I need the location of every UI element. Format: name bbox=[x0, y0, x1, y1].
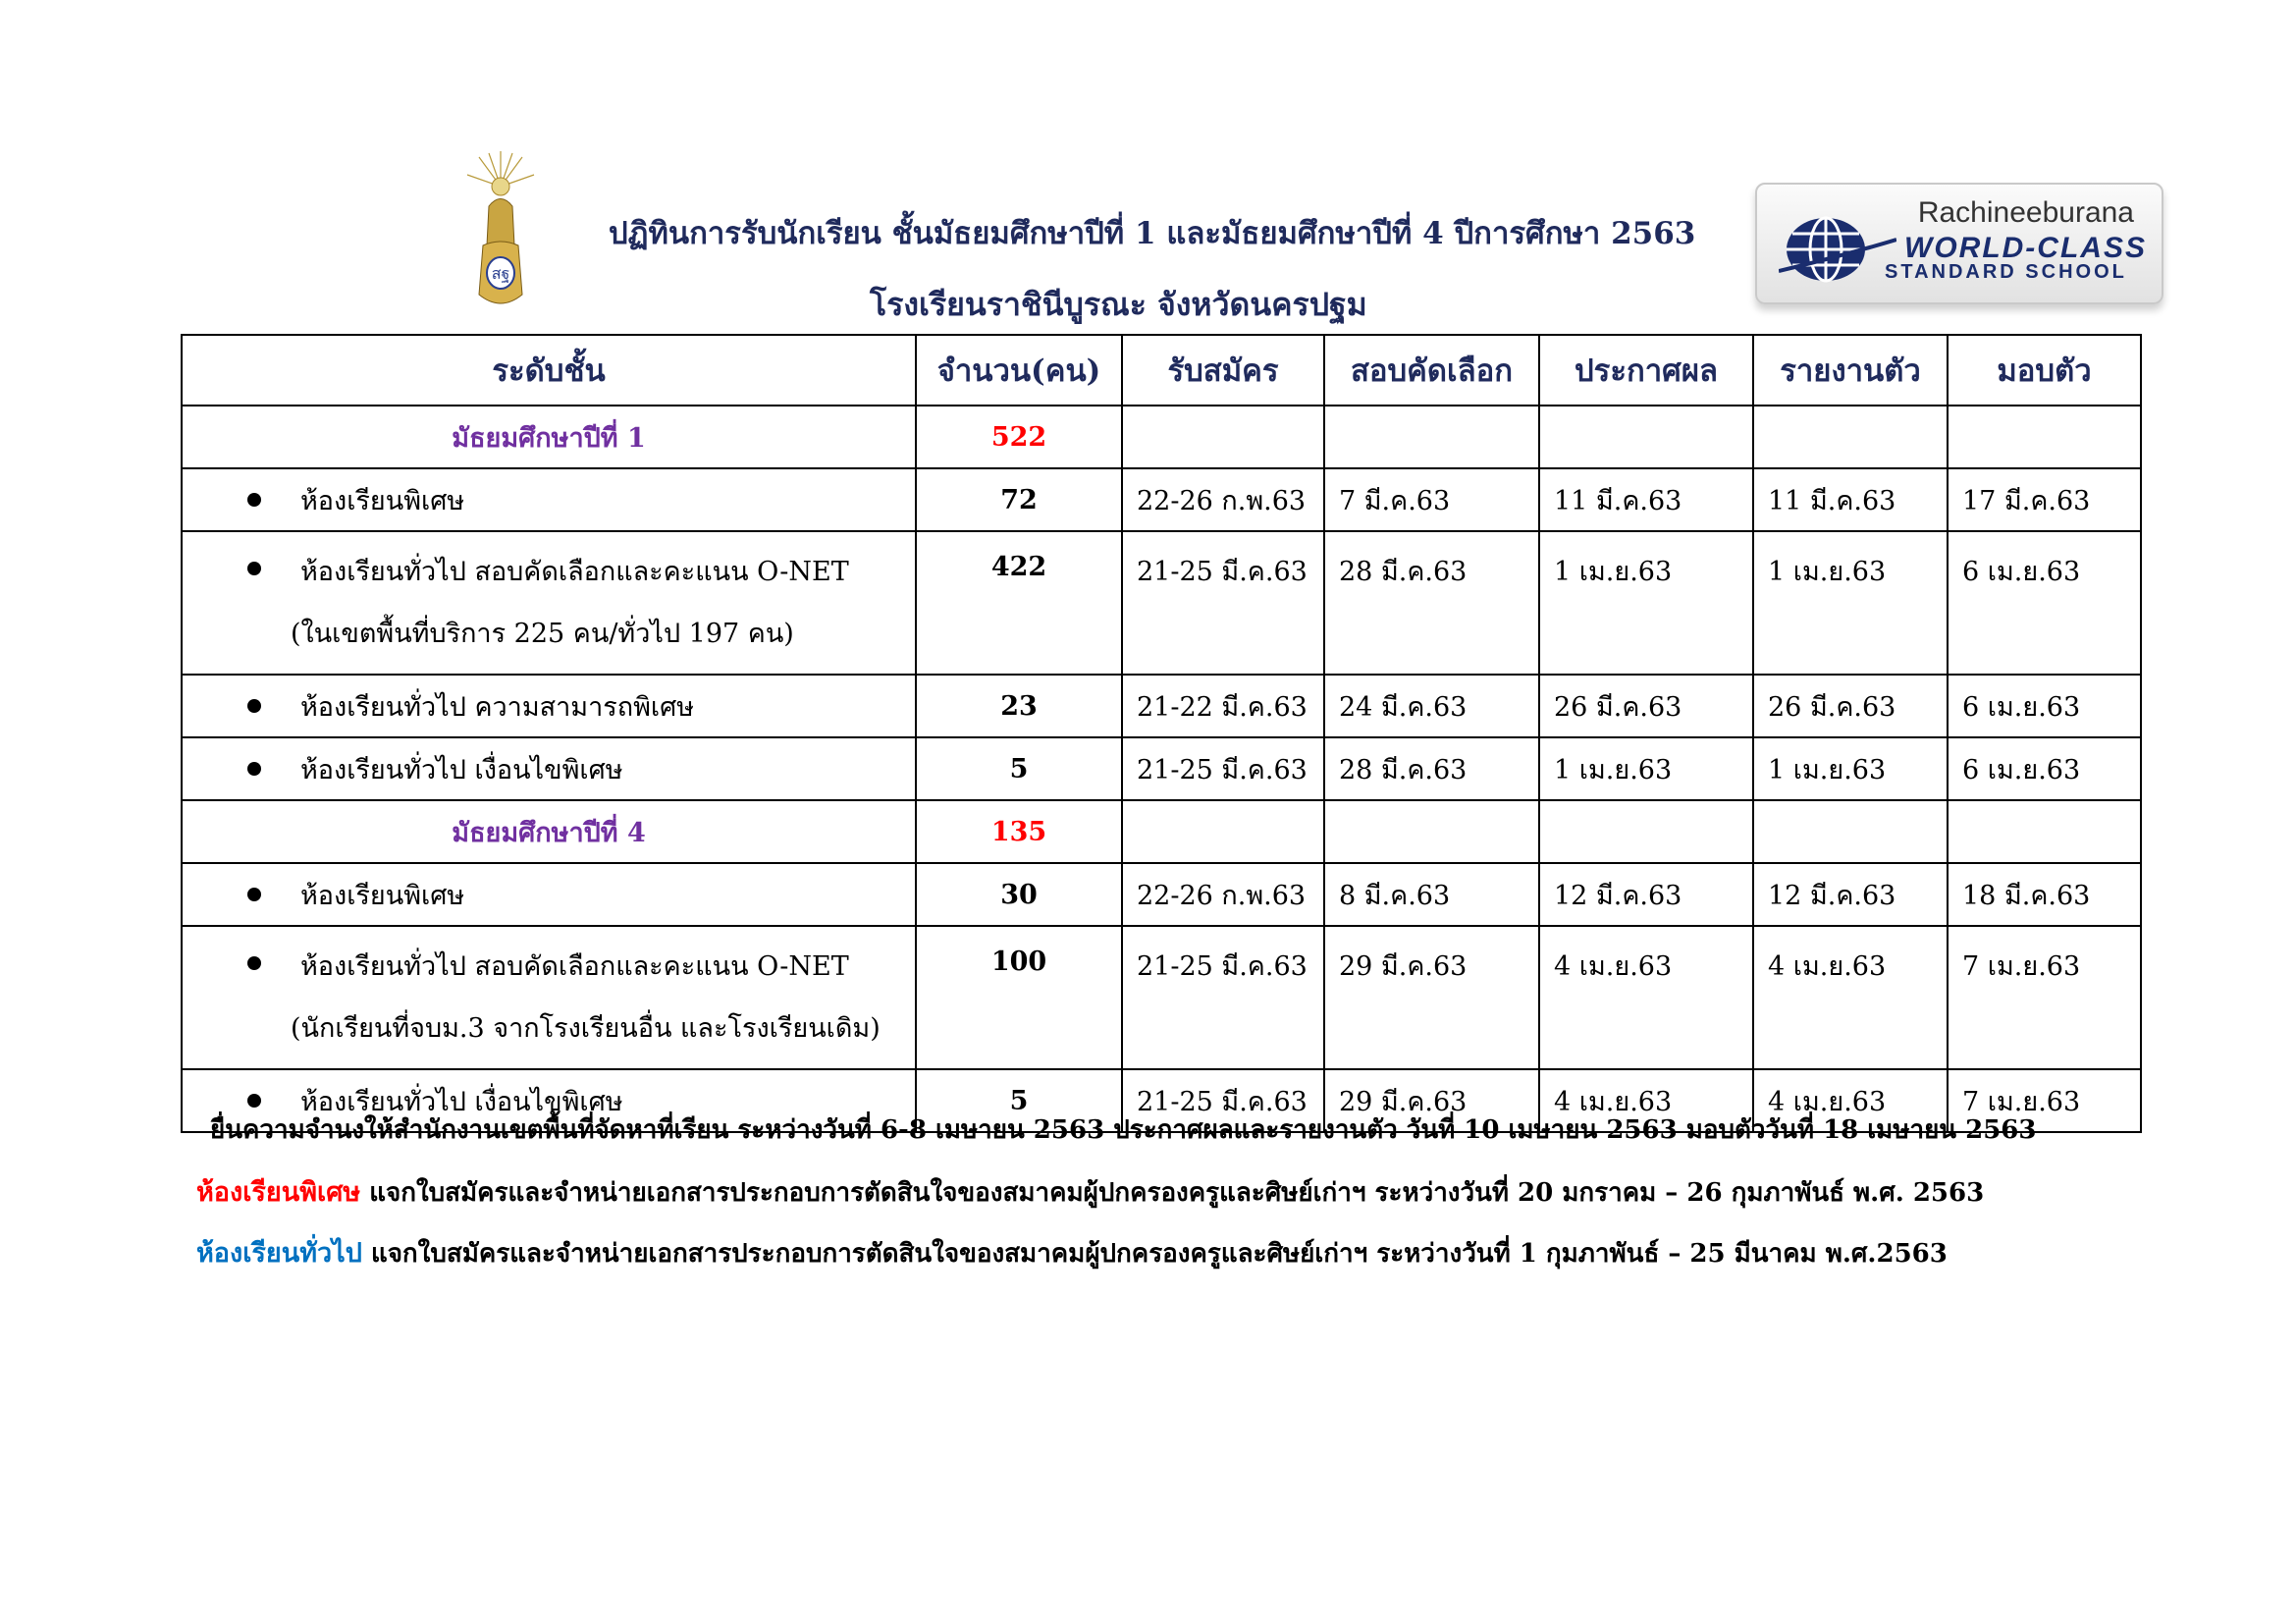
row-label: ห้องเรียนทั่วไป เงื่อนไขพิเศษ bbox=[300, 1086, 623, 1117]
report-date: 1 เม.ย.63 bbox=[1753, 737, 1948, 800]
admission-schedule-table bbox=[181, 334, 2142, 1133]
report-date: 11 มี.ค.63 bbox=[1753, 468, 1948, 531]
col-header-exam: สอบคัดเลือก bbox=[1324, 335, 1539, 406]
row-count: 5 bbox=[916, 737, 1122, 800]
level-label: มัธยมศึกษาปีที่ 4 bbox=[182, 800, 916, 863]
announce-date: 26 มี.ค.63 bbox=[1539, 675, 1753, 737]
row-count: 30 bbox=[916, 863, 1122, 926]
exam-date: 28 มี.ค.63 bbox=[1324, 531, 1539, 675]
handover-date: 17 มี.ค.63 bbox=[1948, 468, 2141, 531]
exam-date: 29 มี.ค.63 bbox=[1324, 926, 1539, 1069]
row-label: ห้องเรียนพิเศษ bbox=[300, 880, 465, 911]
announce-date: 4 เม.ย.63 bbox=[1539, 1069, 1753, 1132]
page-title: ปฏิทินการรับนักเรียน ชั้นมัธยมศึกษาปีที่ 1 และมัธยมศึกษาปีที่ 4 ปีการศึกษา 2563 bbox=[609, 216, 1696, 251]
bullet-icon bbox=[247, 493, 261, 507]
report-date: 4 เม.ย.63 bbox=[1753, 1069, 1948, 1132]
svg-text:สฐ: สฐ bbox=[491, 264, 510, 283]
handover-date: 6 เม.ย.63 bbox=[1948, 675, 2141, 737]
row-sublabel: (นักเรียนที่จบม.3 จากโรงเรียนอื่น และโรงเรียนเดิม) bbox=[291, 1013, 881, 1044]
apply-date: 22-26 ก.พ.63 bbox=[1122, 863, 1324, 926]
level-count: 522 bbox=[916, 406, 1122, 468]
school-crest-icon bbox=[461, 147, 540, 314]
exam-date: 8 มี.ค.63 bbox=[1324, 863, 1539, 926]
apply-date: 21-22 มี.ค.63 bbox=[1122, 675, 1324, 737]
announce-date: 4 เม.ย.63 bbox=[1539, 926, 1753, 1069]
level-count: 135 bbox=[916, 800, 1122, 863]
exam-date: 28 มี.ค.63 bbox=[1324, 737, 1539, 800]
row-count: 23 bbox=[916, 675, 1122, 737]
logo-school-name: Rachineeburana bbox=[1917, 196, 2134, 229]
handover-date: 7 เม.ย.63 bbox=[1948, 1069, 2141, 1132]
row-label: ห้องเรียนทั่วไป ความสามารถพิเศษ bbox=[300, 691, 695, 723]
handover-date: 6 เม.ย.63 bbox=[1948, 737, 2141, 800]
report-date: 26 มี.ค.63 bbox=[1753, 675, 1948, 737]
bullet-icon bbox=[247, 699, 261, 713]
report-date: 4 เม.ย.63 bbox=[1753, 926, 1948, 1069]
col-header-report: รายงานตัว bbox=[1753, 335, 1948, 406]
bullet-icon bbox=[247, 1094, 261, 1108]
bullet-icon bbox=[247, 888, 261, 901]
announce-date: 12 มี.ค.63 bbox=[1539, 863, 1753, 926]
row-count: 5 bbox=[916, 1069, 1122, 1132]
table-row bbox=[182, 863, 2141, 926]
note-line-3 bbox=[196, 1231, 1948, 1273]
announce-date: 1 เม.ย.63 bbox=[1539, 531, 1753, 675]
row-count: 72 bbox=[916, 468, 1122, 531]
exam-date: 24 มี.ค.63 bbox=[1324, 675, 1539, 737]
table-row bbox=[182, 531, 2141, 675]
table-row bbox=[182, 926, 2141, 1069]
row-label: ห้องเรียนทั่วไป สอบคัดเลือกและคะแนน O-NET bbox=[300, 557, 849, 587]
school-name: โรงเรียนราชินีบูรณะ จังหวัดนครปฐม bbox=[870, 286, 1367, 323]
note-line-2-text: แจกใบสมัครและจำหน่ายเอกสารประกอบการตัดสินใจของสมาคมผู้ปกครองครูและศิษย์เก่าฯ ระหว่างวันที่ 20 มกราคม – 26 กุมภาพันธ์ พ.ศ. 2563 bbox=[360, 1178, 1985, 1208]
col-header-count: จำนวน(คน) bbox=[916, 335, 1122, 406]
level-row-m4 bbox=[182, 800, 2141, 863]
table-row bbox=[182, 737, 2141, 800]
logo-tagline-2: STANDARD SCHOOL bbox=[1885, 261, 2127, 283]
note-line-2 bbox=[196, 1170, 1984, 1213]
col-header-level: ระดับชั้น bbox=[182, 335, 916, 406]
row-count: 100 bbox=[916, 926, 1122, 1069]
general-class-label: ห้องเรียนทั่วไป bbox=[196, 1238, 362, 1269]
col-header-apply: รับสมัคร bbox=[1122, 335, 1324, 406]
apply-date: 21-25 มี.ค.63 bbox=[1122, 737, 1324, 800]
report-date: 1 เม.ย.63 bbox=[1753, 531, 1948, 675]
special-class-label: ห้องเรียนพิเศษ bbox=[196, 1177, 361, 1208]
handover-date: 7 เม.ย.63 bbox=[1948, 926, 2141, 1069]
announce-date: 1 เม.ย.63 bbox=[1539, 737, 1753, 800]
apply-date: 21-25 มี.ค.63 bbox=[1122, 926, 1324, 1069]
col-header-handover: มอบตัว bbox=[1948, 335, 2141, 406]
level-label: มัธยมศึกษาปีที่ 1 bbox=[182, 406, 916, 468]
exam-date: 7 มี.ค.63 bbox=[1324, 468, 1539, 531]
globe-icon bbox=[1779, 210, 1896, 289]
row-label: ห้องเรียนทั่วไป สอบคัดเลือกและคะแนน O-NET bbox=[300, 951, 849, 982]
table-row bbox=[182, 468, 2141, 531]
note-line-3-text: แจกใบสมัครและจำหน่ายเอกสารประกอบการตัดสินใจของสมาคมผู้ปกครองครูและศิษย์เก่าฯ ระหว่างวันที่ 1 กุมภาพันธ์ – 25 มีนาคม พ.ศ.2563 bbox=[361, 1239, 1948, 1269]
announce-date: 11 มี.ค.63 bbox=[1539, 468, 1753, 531]
school-logo bbox=[1755, 183, 2163, 304]
note-line-1: ยื่นความจำนงให้สำนักงานเขตพื้นที่จัดหาที่เรียน ระหว่างวันที่ 6-8 เมษายน 2563 ประกาศผลและรายงานตัว วันที่ 10 เมษายน 2563 มอบตัววันที่ 18 เมษายน 2563 bbox=[210, 1115, 2037, 1145]
table-row bbox=[182, 675, 2141, 737]
handover-date: 6 เม.ย.63 bbox=[1948, 531, 2141, 675]
bullet-icon bbox=[247, 956, 261, 970]
table-header-row bbox=[182, 335, 2141, 406]
row-sublabel: (ในเขตพื้นที่บริการ 225 คน/ทั่วไป 197 คน) bbox=[291, 619, 794, 649]
apply-date: 22-26 ก.พ.63 bbox=[1122, 468, 1324, 531]
level-row-m1 bbox=[182, 406, 2141, 468]
row-label: ห้องเรียนทั่วไป เงื่อนไขพิเศษ bbox=[300, 754, 623, 785]
apply-date: 21-25 มี.ค.63 bbox=[1122, 1069, 1324, 1132]
bullet-icon bbox=[247, 562, 261, 575]
bullet-icon bbox=[247, 762, 261, 776]
report-date: 12 มี.ค.63 bbox=[1753, 863, 1948, 926]
col-header-announce: ประกาศผล bbox=[1539, 335, 1753, 406]
apply-date: 21-25 มี.ค.63 bbox=[1122, 531, 1324, 675]
exam-date: 29 มี.ค.63 bbox=[1324, 1069, 1539, 1132]
logo-tagline-1: WORLD-CLASS bbox=[1904, 232, 2147, 264]
row-label: ห้องเรียนพิเศษ bbox=[300, 485, 465, 516]
row-count: 422 bbox=[916, 531, 1122, 675]
handover-date: 18 มี.ค.63 bbox=[1948, 863, 2141, 926]
